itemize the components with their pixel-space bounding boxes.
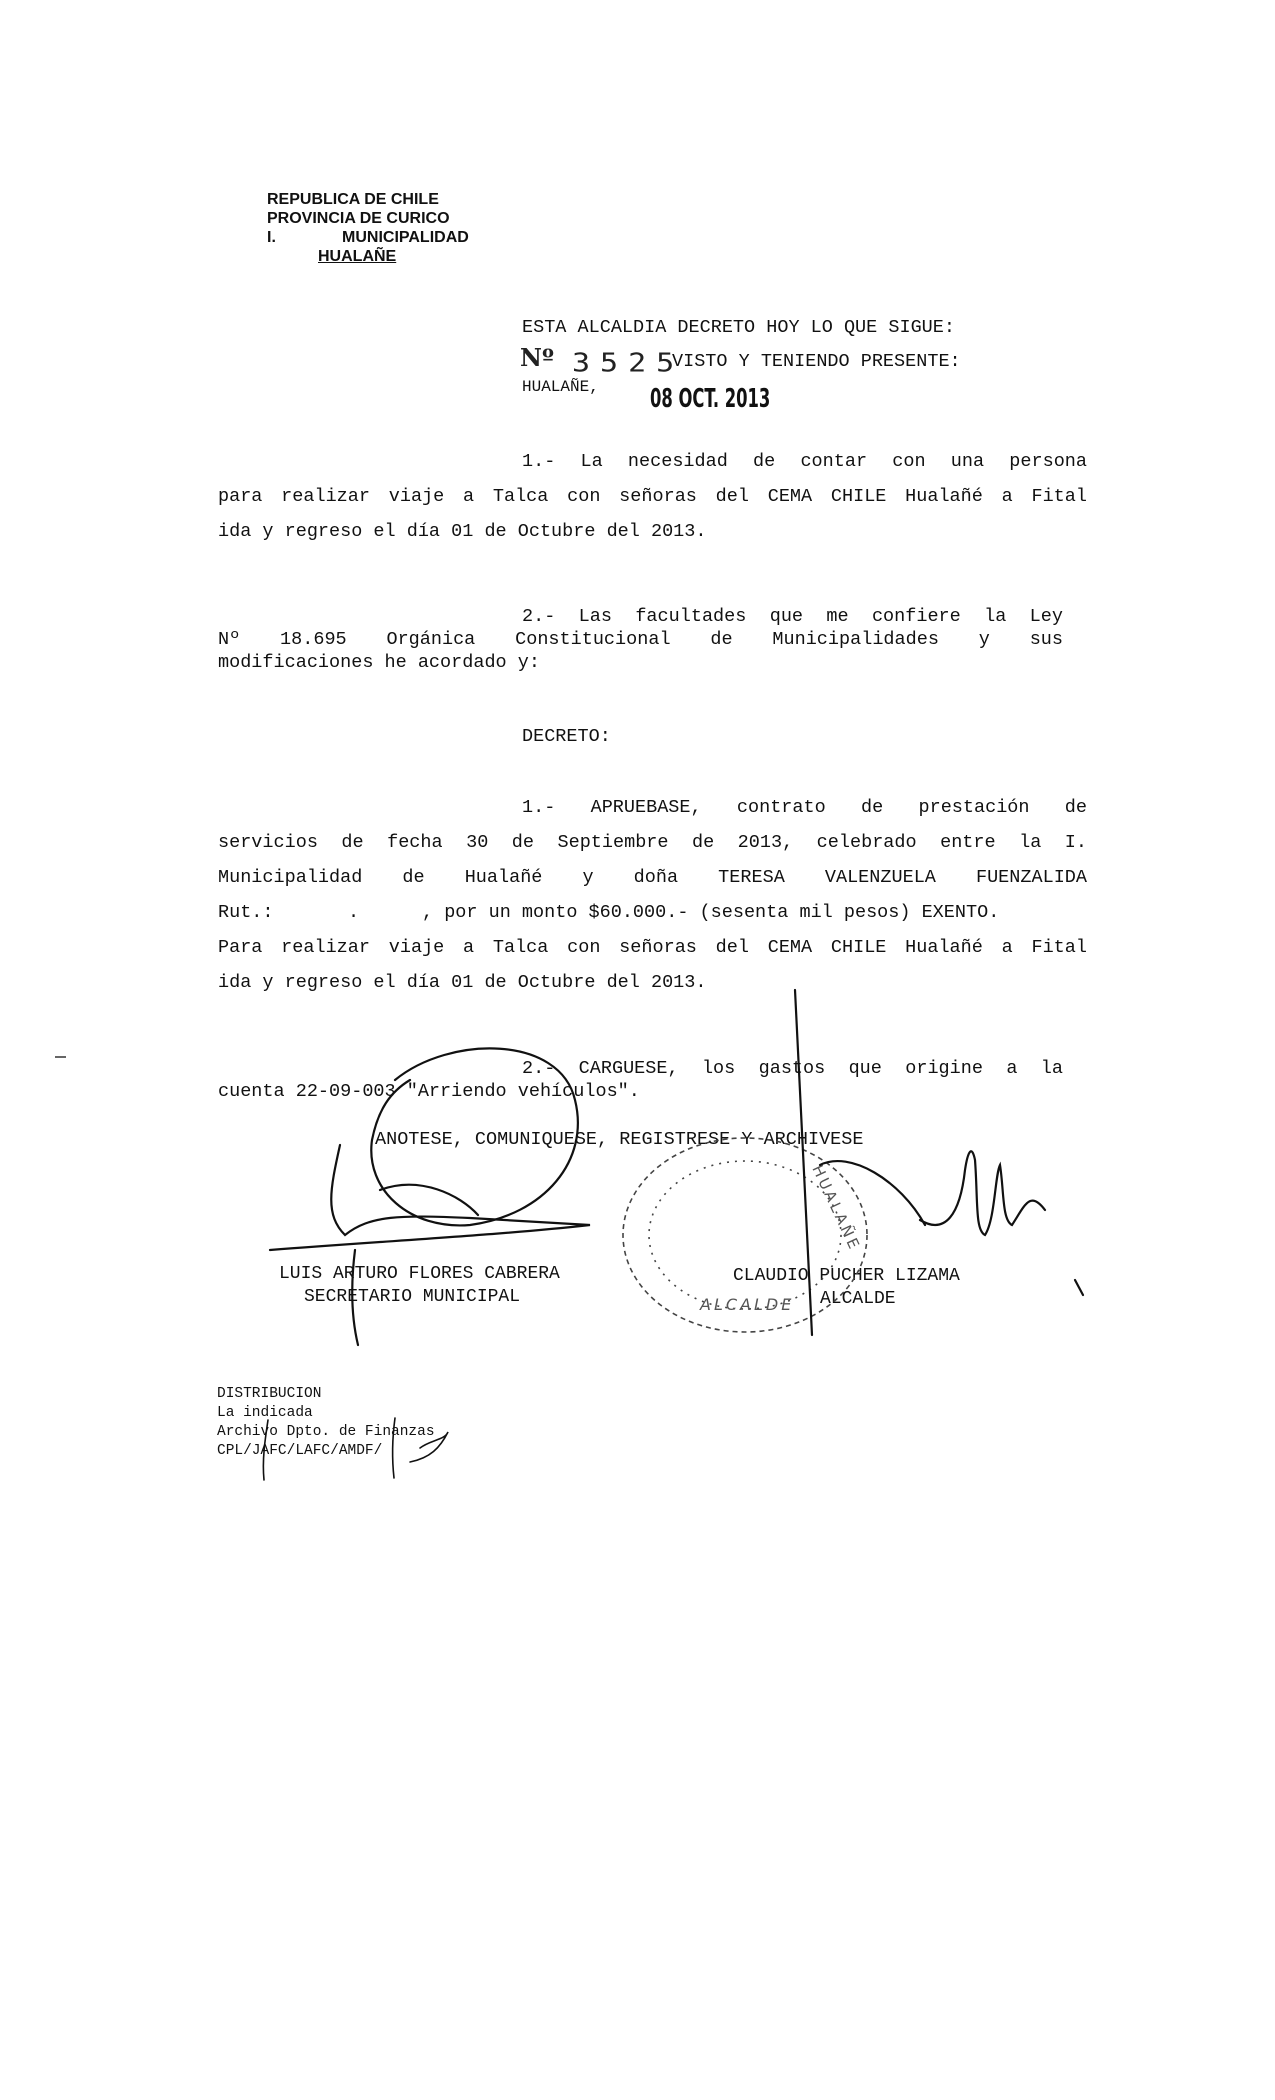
signer-right-name: CLAUDIO PUCHER LIZAMA [733,1266,960,1286]
article-1-line2: servicios de fecha 30 de Septiembre de 2013, celebrado entre la I. [218,832,1087,853]
distribution-initials: CPL/JAFC/LAFC/AMDF/ [217,1443,383,1459]
considerando-2-line2: Nº 18.695 Orgánica Constitucional de Municipalidades y sus [218,629,1063,650]
article-1-rut-dot: . [348,902,360,923]
right-signature [795,990,1083,1335]
article-2-line1: 2.- CARGUESE, los gastos que origine a la [522,1058,1063,1079]
header-i: I. [267,229,276,246]
date-stamp: 08 OCT. 2013 [650,384,771,414]
intro-place: HUALAÑE, [522,378,599,396]
considerando-1-line1: 1.- La necesidad de contar con una persona [522,451,1087,472]
article-1-line6: ida y regreso el día 01 de Octubre del 2013. [218,972,707,993]
distribution-item-2: Archivo Dpto. de Finanzas [217,1424,435,1440]
decree-number-label: Nº [520,343,554,372]
intro-alcaldia: ESTA ALCALDIA DECRETO HOY LO QUE SIGUE: [522,317,955,338]
stamp-lettering: HUALAÑE [808,1162,865,1255]
decreto-heading: DECRETO: [522,726,611,747]
article-1-line3: Municipalidad de Hualañé y doña TERESA VALENZUELA FUENZALIDA [218,867,1087,888]
article-1-rut-label: Rut.: [218,902,274,923]
initials-scribble [263,1418,448,1480]
article-1-line1: 1.- APRUEBASE, contrato de prestación de [522,797,1087,818]
decree-number: 3525 [572,348,685,379]
article-1-amount: , por un monto $60.000.- (sesenta mil pesos) EXENTO. [422,902,1000,923]
closing-formula: ANOTESE, COMUNIQUESE, REGISTRESE Y ARCHIVESE [375,1129,864,1150]
distribution-item-1: La indicada [217,1405,313,1421]
distribution-heading: DISTRIBUCION [217,1386,322,1402]
header-republic: REPUBLICA DE CHILE [267,191,439,208]
left-signature [270,1048,590,1345]
signer-left-name: LUIS ARTURO FLORES CABRERA [279,1264,560,1284]
considerando-2-line3: modificaciones he acordado y: [218,652,540,673]
stamp-lettering-bottom: ALCALDE [700,1295,795,1314]
considerando-1-line3: ida y regreso el día 01 de Octubre del 2013. [218,521,707,542]
intro-visto: VISTO Y TENIENDO PRESENTE: [672,351,961,372]
header-hualane: HUALAÑE [318,248,397,265]
considerando-1-line2: para realizar viaje a Talca con señoras del CEMA CHILE Hualañé a Fital [218,486,1087,507]
article-2-line2: cuenta 22-09-003 "Arriendo vehículos". [218,1081,640,1102]
considerando-2-line1: 2.- Las facultades que me confiere la Ley [522,606,1063,627]
header-municipality: MUNICIPALIDAD [342,229,469,246]
article-1-line5: Para realizar viaje a Talca con señoras del CEMA CHILE Hualañé a Fital [218,937,1087,958]
header-province: PROVINCIA DE CURICO [267,210,450,227]
signer-left-title: SECRETARIO MUNICIPAL [304,1287,521,1307]
signer-right-title: ALCALDE [820,1289,896,1309]
